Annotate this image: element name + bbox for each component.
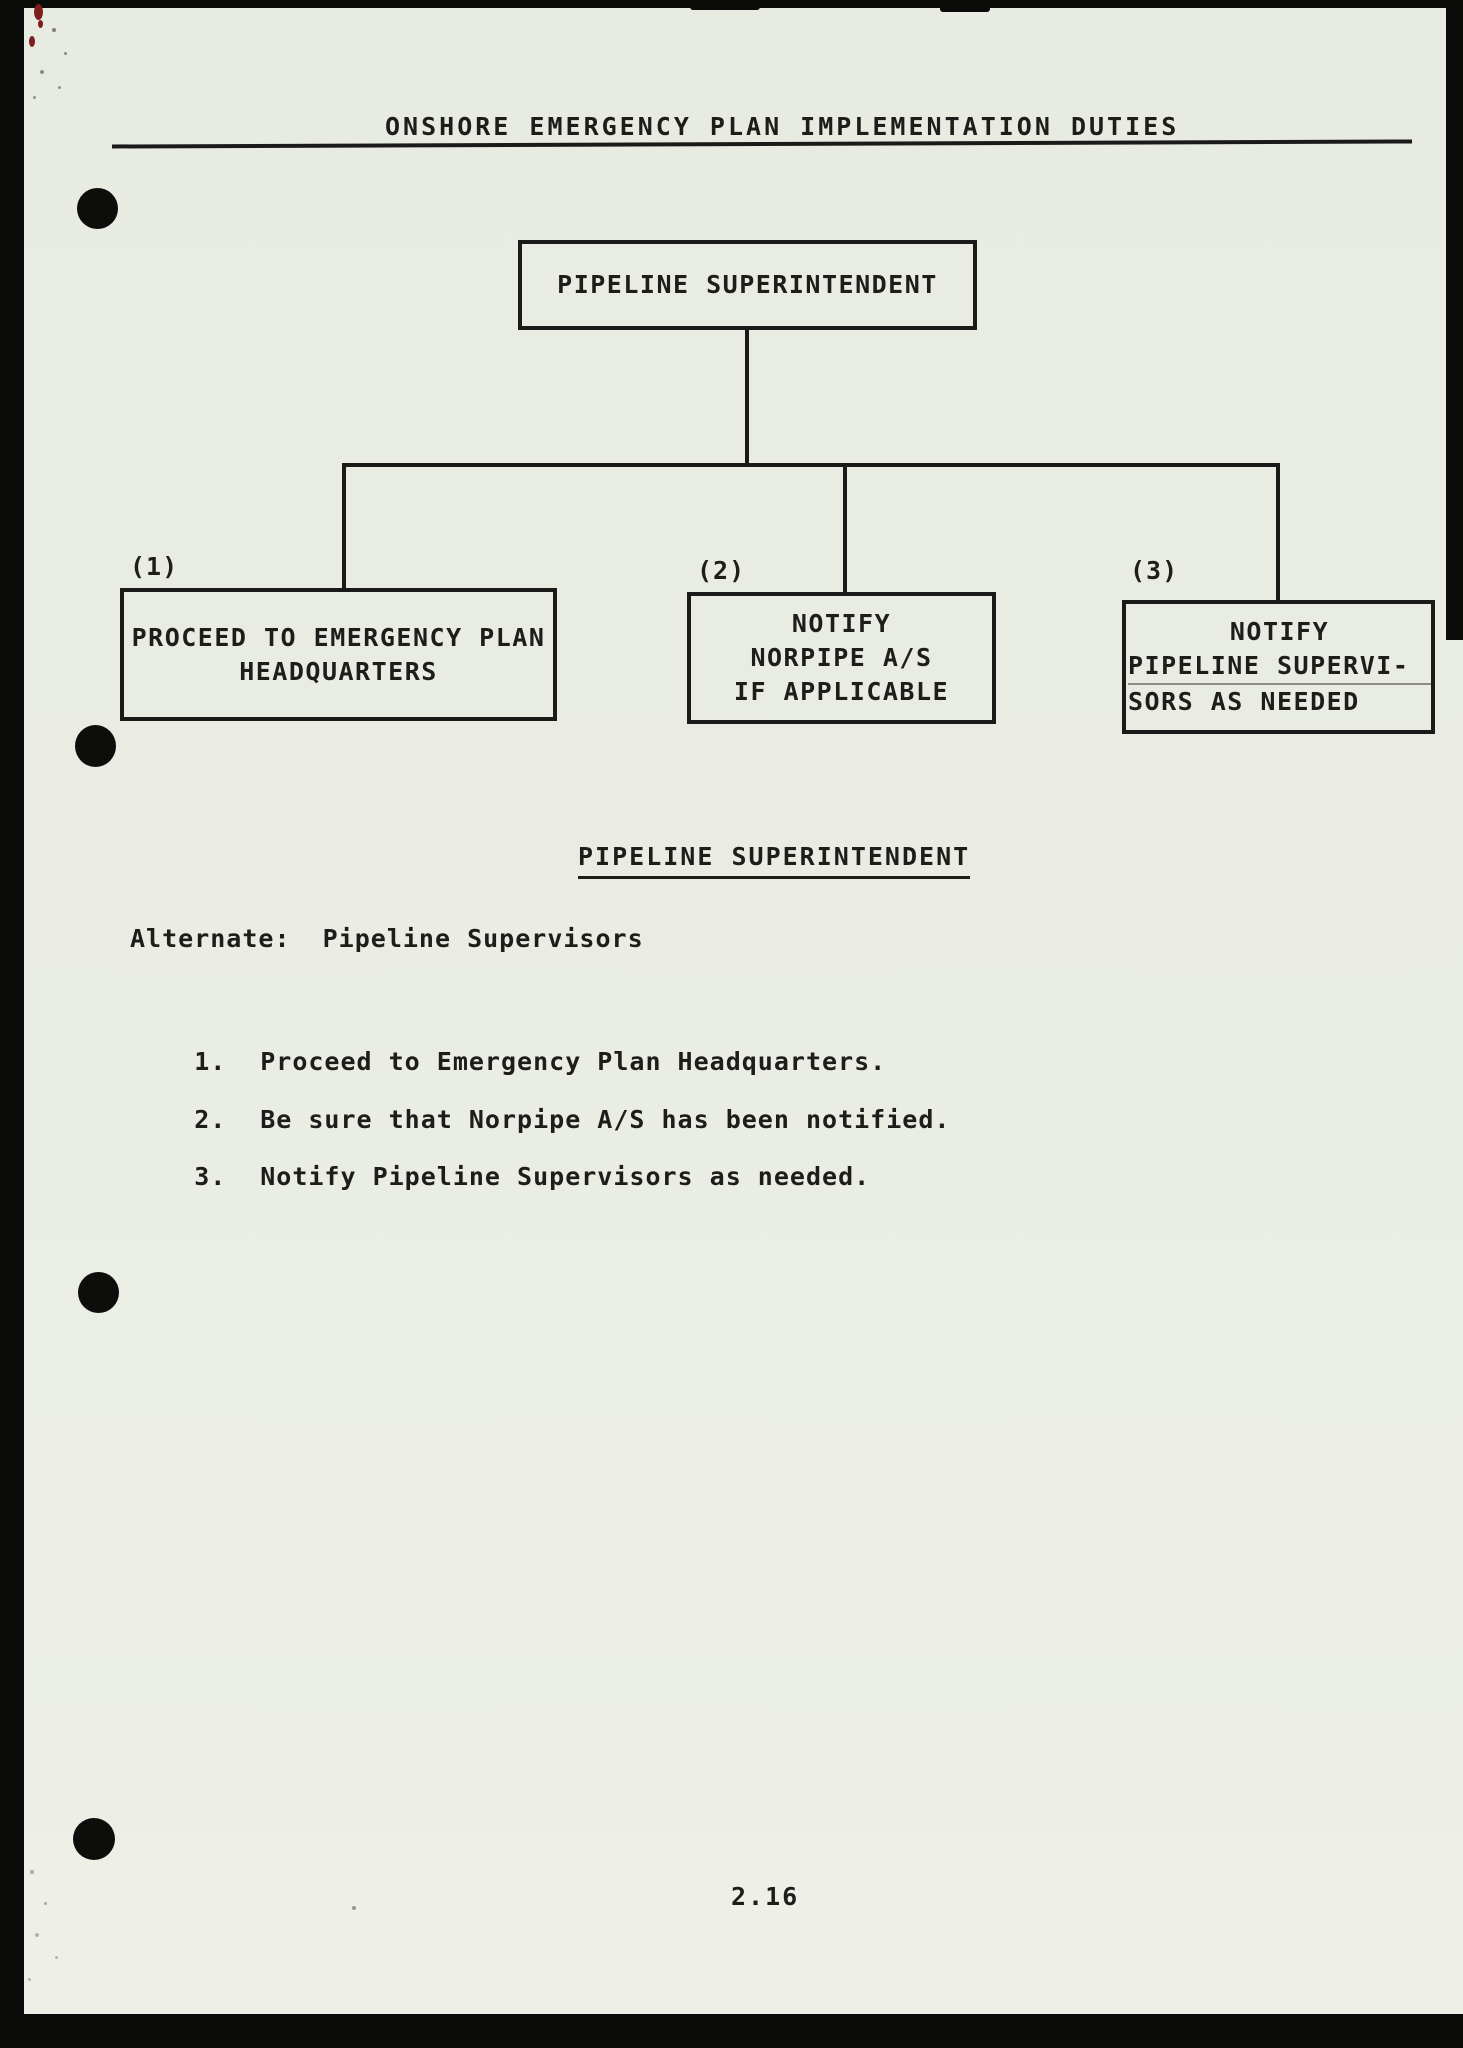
- org-box-line: SORS AS NEEDED: [1128, 687, 1360, 716]
- dust-speck: [352, 1906, 356, 1910]
- org-box-line: NOTIFY: [1229, 617, 1330, 646]
- list-item-number: 1.: [194, 1047, 227, 1076]
- red-ink-speck: [38, 20, 43, 28]
- hole-punch: [73, 1818, 115, 1860]
- branch-index-3: (3): [1130, 556, 1179, 585]
- scan-artifact-blob: [690, 0, 760, 10]
- hole-punch: [77, 188, 118, 229]
- list-item-number: 2.: [194, 1105, 227, 1134]
- dust-speck: [33, 96, 36, 99]
- hole-punch: [75, 725, 116, 767]
- page-title: ONSHORE EMERGENCY PLAN IMPLEMENTATION DUTIES: [385, 112, 1180, 141]
- list-item-number: 3.: [194, 1162, 227, 1191]
- org-box-label: PIPELINE SUPERINTENDENT: [557, 270, 938, 299]
- org-box-notify-norpipe: [687, 592, 996, 724]
- org-box-line: PROCEED TO EMERGENCY PLAN: [131, 622, 546, 652]
- connector-rail: [344, 463, 1280, 467]
- org-box-line: PIPELINE SUPERVI-: [1128, 649, 1431, 685]
- dust-speck: [28, 1978, 31, 1981]
- org-box-line: HEADQUARTERS: [239, 656, 438, 686]
- red-ink-speck: [34, 4, 43, 20]
- list-item-text: Notify Pipeline Supervisors as needed.: [260, 1162, 871, 1191]
- dust-speck: [64, 52, 67, 55]
- dust-speck: [44, 1902, 47, 1905]
- section-heading: PIPELINE SUPERINTENDENT: [578, 842, 970, 879]
- dust-speck: [40, 70, 44, 74]
- connector-drop-3: [1276, 463, 1280, 602]
- dust-speck: [52, 28, 56, 32]
- org-box-proceed-headquarters: [120, 588, 557, 721]
- scanner-edge-right: [1446, 0, 1463, 640]
- red-ink-speck: [29, 36, 35, 47]
- page-number: 2.16: [731, 1882, 800, 1911]
- list-item-text: Proceed to Emergency Plan Headquarters.: [260, 1047, 887, 1076]
- org-box-pipeline-superintendent: [518, 240, 977, 330]
- dust-speck: [35, 1933, 39, 1937]
- branch-index-2: (2): [697, 556, 746, 585]
- org-box-notify-supervisors: [1122, 600, 1435, 734]
- alternate-line: Alternate: Pipeline Supervisors: [130, 924, 644, 953]
- connector-drop-2: [843, 463, 847, 594]
- dust-speck: [58, 86, 61, 89]
- org-box-line: IF APPLICABLE: [733, 677, 950, 706]
- scanner-edge-left: [0, 0, 24, 2048]
- org-box-line: NOTIFY: [791, 609, 892, 638]
- list-item-text: Be sure that Norpipe A/S has been notified.: [260, 1105, 951, 1134]
- dust-speck: [55, 1956, 58, 1959]
- list-item-3: [130, 1133, 870, 1220]
- hole-punch: [78, 1272, 119, 1313]
- scanner-edge-bottom: [0, 2014, 1463, 2048]
- org-box-line: NORPIPE A/S: [750, 643, 933, 672]
- branch-index-1: (1): [130, 552, 179, 581]
- connector-stem: [745, 330, 749, 465]
- dust-speck: [30, 1870, 34, 1874]
- scan-artifact-blob: [940, 0, 990, 12]
- connector-drop-1: [342, 463, 346, 590]
